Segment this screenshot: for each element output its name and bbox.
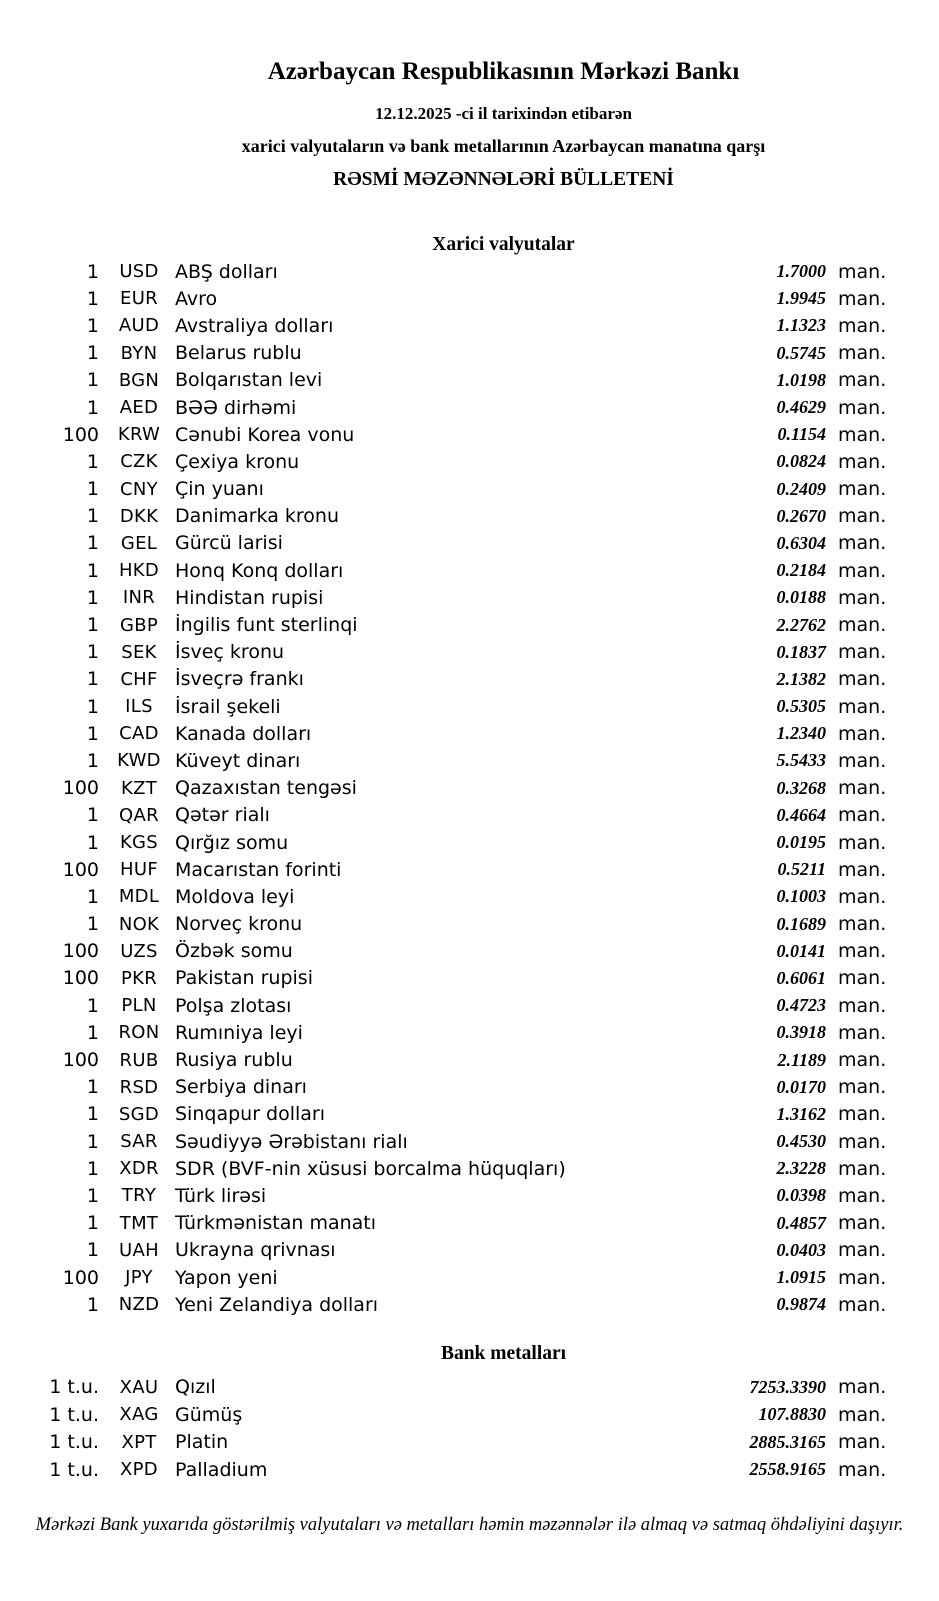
row-rate-value: 0.0195 — [776, 832, 826, 853]
row-unit-label: man. — [838, 1431, 887, 1454]
rate-row — [0, 1101, 939, 1128]
bank-title: Azərbaycan Respublikasının Mərkəzi Bankı — [267, 58, 740, 85]
row-unit-label: man. — [838, 505, 887, 528]
row-quantity: 1 — [86, 749, 99, 772]
row-rate-value: 2.1189 — [777, 1049, 826, 1070]
row-quantity: 1 t.u. — [49, 1458, 99, 1481]
row-quantity: 1 — [86, 614, 99, 637]
row-currency-name: Küveyt dinarı — [175, 749, 301, 772]
row-unit-label: man. — [838, 369, 887, 392]
row-unit-label: man. — [838, 478, 887, 501]
row-quantity: 1 — [86, 260, 99, 283]
row-currency-code: JPY — [125, 1267, 153, 1289]
row-currency-code: INR — [122, 587, 156, 609]
rate-row — [0, 938, 939, 965]
row-rate-value: 0.4723 — [776, 995, 826, 1016]
row-currency-name: Avro — [175, 287, 218, 310]
row-quantity: 1 — [86, 885, 99, 908]
row-quantity: 1 t.u. — [49, 1403, 99, 1426]
row-currency-name: SDR (BVF-nin xüsusi borcalma hüquqları) — [175, 1157, 566, 1180]
rate-row — [0, 693, 939, 720]
subtitle: xarici valyutaların və bank metallarının Azərbaycan manatına qarşı — [241, 136, 766, 156]
rate-row — [0, 992, 939, 1019]
rate-row — [0, 747, 939, 774]
row-currency-name: Qızıl — [175, 1376, 216, 1399]
row-currency-code: KRW — [117, 424, 161, 446]
row-currency-name: Gürcü larisi — [175, 532, 283, 555]
rate-row — [0, 639, 939, 666]
row-rate-value: 0.0170 — [776, 1076, 826, 1097]
row-quantity: 100 — [62, 940, 99, 963]
row-quantity: 100 — [62, 858, 99, 881]
row-currency-name: Polşa zlotası — [175, 994, 292, 1017]
row-currency-name: Çin yuanı — [175, 478, 264, 501]
rate-row — [0, 1291, 939, 1318]
row-currency-name: Rusiya rublu — [175, 1049, 293, 1072]
date-line: 12.12.2025 -ci il tarixindən etibarən — [375, 104, 632, 123]
row-currency-code: NOK — [118, 913, 160, 935]
row-rate-value: 0.5211 — [777, 859, 826, 880]
row-rate-value: 0.0141 — [776, 940, 826, 961]
row-currency-name: Qazaxıstan tengəsi — [175, 777, 357, 800]
row-unit-label: man. — [838, 994, 887, 1017]
rate-row — [0, 503, 939, 530]
row-currency-code: UZS — [120, 940, 158, 962]
row-rate-value: 0.9874 — [776, 1294, 826, 1315]
row-quantity: 1 — [86, 586, 99, 609]
row-currency-code: RUB — [119, 1049, 159, 1071]
row-currency-code: AED — [119, 397, 159, 419]
row-currency-code: RSD — [119, 1076, 159, 1098]
rate-row — [0, 340, 939, 367]
row-currency-code: GBP — [119, 614, 159, 636]
rate-row — [0, 258, 939, 285]
row-currency-name: Yapon yeni — [175, 1266, 278, 1289]
row-currency-name: Rumıniya leyi — [175, 1021, 303, 1044]
row-currency-name: Türkmənistan manatı — [175, 1212, 377, 1235]
rate-row — [0, 1019, 939, 1046]
row-rate-value: 1.2340 — [776, 723, 826, 744]
row-unit-label: man. — [838, 342, 887, 365]
row-quantity: 1 — [86, 1212, 99, 1235]
row-unit-label: man. — [838, 586, 887, 609]
row-currency-name: Səudiyyə Ərəbistanı rialı — [175, 1130, 408, 1153]
row-currency-code: QAR — [119, 804, 159, 826]
row-quantity: 1 — [86, 994, 99, 1017]
rate-row — [0, 802, 939, 829]
rate-row — [0, 965, 939, 992]
row-rate-value: 0.1689 — [776, 913, 826, 934]
row-currency-code: BYN — [120, 342, 158, 364]
row-unit-label: man. — [838, 695, 887, 718]
rate-row — [0, 285, 939, 312]
row-unit-label: man. — [838, 1130, 887, 1153]
row-currency-name: Ukrayna qrivnası — [175, 1239, 336, 1262]
row-rate-value: 0.0824 — [776, 451, 826, 472]
row-currency-code: KZT — [120, 777, 158, 799]
row-currency-name: BƏƏ dirhəmi — [175, 396, 297, 419]
row-currency-code: XDR — [119, 1158, 159, 1180]
row-quantity: 1 — [86, 1239, 99, 1262]
rate-row — [0, 883, 939, 910]
row-quantity: 1 t.u. — [49, 1376, 99, 1399]
row-quantity: 1 — [86, 695, 99, 718]
row-currency-code: XPT — [121, 1431, 157, 1453]
row-rate-value: 0.0398 — [776, 1185, 826, 1206]
row-unit-label: man. — [838, 913, 887, 936]
row-unit-label: man. — [838, 967, 887, 990]
row-currency-name: Qətər rialı — [175, 804, 270, 827]
row-unit-label: man. — [838, 1184, 887, 1207]
row-currency-name: Gümüş — [175, 1403, 243, 1426]
row-currency-name: Sinqapur dolları — [175, 1103, 326, 1126]
row-unit-label: man. — [838, 1403, 887, 1426]
row-quantity: 100 — [62, 1049, 99, 1072]
row-quantity: 1 — [86, 1103, 99, 1126]
row-unit-label: man. — [838, 831, 887, 854]
row-rate-value: 0.6304 — [776, 532, 826, 553]
row-currency-code: CNY — [120, 478, 158, 500]
rate-row — [0, 720, 939, 747]
row-unit-label: man. — [838, 423, 887, 446]
row-unit-label: man. — [838, 668, 887, 691]
row-rate-value: 5.5433 — [776, 750, 826, 771]
row-currency-name: Özbək somu — [175, 940, 293, 963]
row-unit-label: man. — [838, 641, 887, 664]
row-currency-name: Belarus rublu — [175, 342, 302, 365]
row-rate-value: 0.3268 — [776, 777, 826, 798]
row-rate-value: 0.5305 — [776, 696, 826, 717]
row-currency-code: HKD — [118, 560, 160, 582]
row-currency-name: İsveç kronu — [175, 641, 285, 664]
row-quantity: 1 — [86, 287, 99, 310]
row-rate-value: 1.9945 — [776, 288, 826, 309]
row-quantity: 1 — [86, 450, 99, 473]
row-currency-code: EUR — [120, 288, 158, 310]
row-currency-code: RON — [118, 1022, 160, 1044]
row-rate-value: 7253.3390 — [749, 1376, 826, 1397]
row-currency-code: ILS — [125, 696, 153, 718]
rate-row — [0, 584, 939, 611]
row-rate-value: 0.4857 — [776, 1212, 826, 1233]
row-currency-name: Danimarka kronu — [175, 505, 340, 528]
currency-rate-table — [0, 258, 939, 1318]
metals-rate-table — [0, 1373, 939, 1483]
row-currency-code: KGS — [119, 832, 159, 854]
rate-row — [0, 1210, 939, 1237]
row-quantity: 1 — [86, 1157, 99, 1180]
row-unit-label: man. — [838, 314, 887, 337]
row-rate-value: 0.4530 — [776, 1131, 826, 1152]
row-unit-label: man. — [838, 396, 887, 419]
row-rate-value: 1.1323 — [776, 315, 826, 336]
row-quantity: 1 — [86, 478, 99, 501]
row-quantity: 1 — [86, 369, 99, 392]
row-currency-name: Qırğız somu — [175, 831, 289, 854]
rate-row — [0, 611, 939, 638]
row-quantity: 1 — [86, 396, 99, 419]
row-quantity: 1 — [86, 314, 99, 337]
row-currency-name: Bolqarıstan levi — [175, 369, 323, 392]
row-unit-label: man. — [838, 940, 887, 963]
row-unit-label: man. — [838, 532, 887, 555]
row-unit-label: man. — [838, 1266, 887, 1289]
row-currency-code: USD — [119, 261, 159, 283]
rate-row — [0, 367, 939, 394]
row-rate-value: 0.2409 — [776, 478, 826, 499]
row-currency-name: Cənubi Korea vonu — [175, 423, 355, 446]
row-unit-label: man. — [838, 885, 887, 908]
row-rate-value: 0.5745 — [776, 342, 826, 363]
rate-row — [0, 1155, 939, 1182]
row-quantity: 1 — [86, 342, 99, 365]
row-rate-value: 1.3162 — [776, 1103, 826, 1124]
rate-row — [0, 1456, 939, 1484]
row-currency-code: CZK — [120, 451, 158, 473]
row-currency-code: HUF — [120, 859, 158, 881]
rate-row — [0, 1128, 939, 1155]
rate-row — [0, 421, 939, 448]
row-unit-label: man. — [838, 450, 887, 473]
row-quantity: 1 — [86, 722, 99, 745]
row-currency-code: BGN — [118, 369, 160, 391]
rate-row — [0, 1264, 939, 1291]
rate-row — [0, 666, 939, 693]
row-currency-name: Hindistan rupisi — [175, 586, 324, 609]
row-quantity: 1 — [86, 913, 99, 936]
rate-row — [0, 829, 939, 856]
row-currency-code: NZD — [118, 1294, 160, 1316]
currency-section-title: Xarici valyutalar — [432, 234, 575, 255]
row-currency-code: XAU — [119, 1376, 159, 1398]
row-currency-code: AUD — [118, 315, 160, 337]
bulletin-title: RƏSMİ MƏZƏNNƏLƏRİ BÜLLETENİ — [333, 169, 674, 190]
rate-row — [0, 448, 939, 475]
row-quantity: 1 — [86, 532, 99, 555]
row-rate-value: 0.1154 — [777, 424, 826, 445]
row-currency-name: Palladium — [175, 1458, 268, 1481]
row-currency-name: Yeni Zelandiya dolları — [175, 1293, 379, 1316]
row-rate-value: 1.7000 — [776, 261, 826, 282]
row-unit-label: man. — [838, 1157, 887, 1180]
row-rate-value: 0.1837 — [776, 641, 826, 662]
rate-row — [0, 856, 939, 883]
row-currency-code: GEL — [120, 532, 158, 554]
row-currency-name: Platin — [175, 1431, 229, 1454]
row-rate-value: 0.0403 — [776, 1239, 826, 1260]
row-quantity: 1 — [86, 641, 99, 664]
obligation-note: Mərkəzi Bank yuxarıda göstərilmiş valyutaları və metalları həmin məzənnələr ilə almaq və satmaq öhdəliyini daşıyır. — [35, 1515, 904, 1536]
row-currency-name: Kanada dolları — [175, 722, 312, 745]
row-currency-code: CAD — [119, 723, 159, 745]
row-unit-label: man. — [838, 1239, 887, 1262]
row-quantity: 100 — [62, 967, 99, 990]
row-currency-name: Moldova leyi — [175, 885, 295, 908]
row-rate-value: 2.3228 — [776, 1158, 826, 1179]
row-unit-label: man. — [838, 749, 887, 772]
row-rate-value: 0.4664 — [776, 804, 826, 825]
row-quantity: 100 — [62, 777, 99, 800]
row-currency-code: DKK — [119, 505, 159, 527]
row-quantity: 1 — [86, 559, 99, 582]
row-unit-label: man. — [838, 1212, 887, 1235]
rate-row — [0, 1428, 939, 1456]
row-unit-label: man. — [838, 1021, 887, 1044]
row-quantity: 1 — [86, 1184, 99, 1207]
row-rate-value: 1.0915 — [776, 1267, 826, 1288]
rate-row — [0, 312, 939, 339]
row-unit-label: man. — [838, 858, 887, 881]
row-quantity: 1 — [86, 1076, 99, 1099]
row-unit-label: man. — [838, 722, 887, 745]
rate-row — [0, 1074, 939, 1101]
row-unit-label: man. — [838, 260, 887, 283]
row-currency-code: SAR — [120, 1131, 158, 1153]
row-unit-label: man. — [838, 1376, 887, 1399]
row-quantity: 100 — [62, 423, 99, 446]
metals-section-title: Bank metalları — [440, 1343, 567, 1365]
row-rate-value: 0.6061 — [776, 967, 826, 988]
row-rate-value: 0.1003 — [776, 886, 826, 907]
row-quantity: 1 — [86, 804, 99, 827]
rate-row — [0, 1401, 939, 1429]
row-unit-label: man. — [838, 1076, 887, 1099]
bulletin-footer — [0, 1513, 939, 1538]
row-unit-label: man. — [838, 287, 887, 310]
row-currency-name: Serbiya dinarı — [175, 1076, 307, 1099]
rate-row — [0, 1182, 939, 1209]
row-currency-name: Avstraliya dolları — [175, 314, 334, 337]
row-unit-label: man. — [838, 804, 887, 827]
row-currency-code: SEK — [121, 641, 157, 663]
row-rate-value: 2.2762 — [776, 614, 826, 635]
row-rate-value: 0.2184 — [776, 560, 826, 581]
row-currency-code: TRY — [121, 1185, 157, 1207]
rate-row — [0, 775, 939, 802]
row-unit-label: man. — [838, 1103, 887, 1126]
row-rate-value: 0.0188 — [776, 587, 826, 608]
row-currency-code: XAG — [119, 1404, 159, 1426]
metals-section — [0, 1342, 939, 1483]
row-quantity: 1 — [86, 1130, 99, 1153]
row-currency-name: İsrail şekeli — [175, 695, 281, 718]
row-rate-value: 2558.9165 — [749, 1459, 826, 1480]
row-unit-label: man. — [838, 1293, 887, 1316]
rate-row — [0, 1373, 939, 1401]
row-unit-label: man. — [838, 1049, 887, 1072]
row-currency-code: MDL — [118, 886, 160, 908]
rate-row — [0, 530, 939, 557]
row-quantity: 1 t.u. — [49, 1431, 99, 1454]
row-currency-name: ABŞ dolları — [175, 260, 278, 283]
rate-row — [0, 394, 939, 421]
row-quantity: 1 — [86, 1293, 99, 1316]
row-rate-value: 0.4629 — [776, 397, 826, 418]
row-currency-code: KWD — [117, 750, 161, 772]
row-currency-name: Macarıstan forinti — [175, 858, 342, 881]
row-currency-name: Honq Konq dolları — [175, 559, 344, 582]
rate-row — [0, 911, 939, 938]
row-rate-value: 107.8830 — [758, 1404, 826, 1425]
row-rate-value: 1.0198 — [776, 369, 826, 390]
row-unit-label: man. — [838, 1458, 887, 1481]
row-currency-name: Çexiya kronu — [175, 450, 300, 473]
row-quantity: 1 — [86, 505, 99, 528]
row-currency-code: PLN — [121, 995, 157, 1017]
bulletin-header — [68, 57, 939, 192]
row-currency-name: İsveçrə frankı — [175, 668, 304, 691]
row-unit-label: man. — [838, 559, 887, 582]
row-rate-value: 2.1382 — [776, 668, 826, 689]
row-unit-label: man. — [838, 777, 887, 800]
row-currency-code: UAH — [119, 1239, 159, 1261]
row-rate-value: 2885.3165 — [749, 1431, 826, 1452]
row-currency-name: Norveç kronu — [175, 913, 303, 936]
row-unit-label: man. — [838, 614, 887, 637]
row-currency-name: Pakistan rupisi — [175, 967, 313, 990]
row-quantity: 1 — [86, 1021, 99, 1044]
rate-row — [0, 557, 939, 584]
row-currency-code: CHF — [120, 668, 158, 690]
row-quantity: 100 — [62, 1266, 99, 1289]
row-currency-code: TMT — [119, 1212, 159, 1234]
row-rate-value: 0.3918 — [776, 1022, 826, 1043]
row-quantity: 1 — [86, 668, 99, 691]
row-currency-code: SGD — [118, 1103, 160, 1125]
row-currency-name: Türk lirəsi — [175, 1184, 267, 1207]
row-rate-value: 0.2670 — [776, 505, 826, 526]
row-currency-code: PKR — [120, 967, 158, 989]
row-currency-code: XPD — [120, 1459, 158, 1481]
row-currency-name: İngilis funt sterlinqi — [175, 614, 358, 637]
rate-row — [0, 1046, 939, 1073]
currency-section — [0, 233, 939, 1318]
rate-row — [0, 1237, 939, 1264]
rate-row — [0, 476, 939, 503]
row-quantity: 1 — [86, 831, 99, 854]
